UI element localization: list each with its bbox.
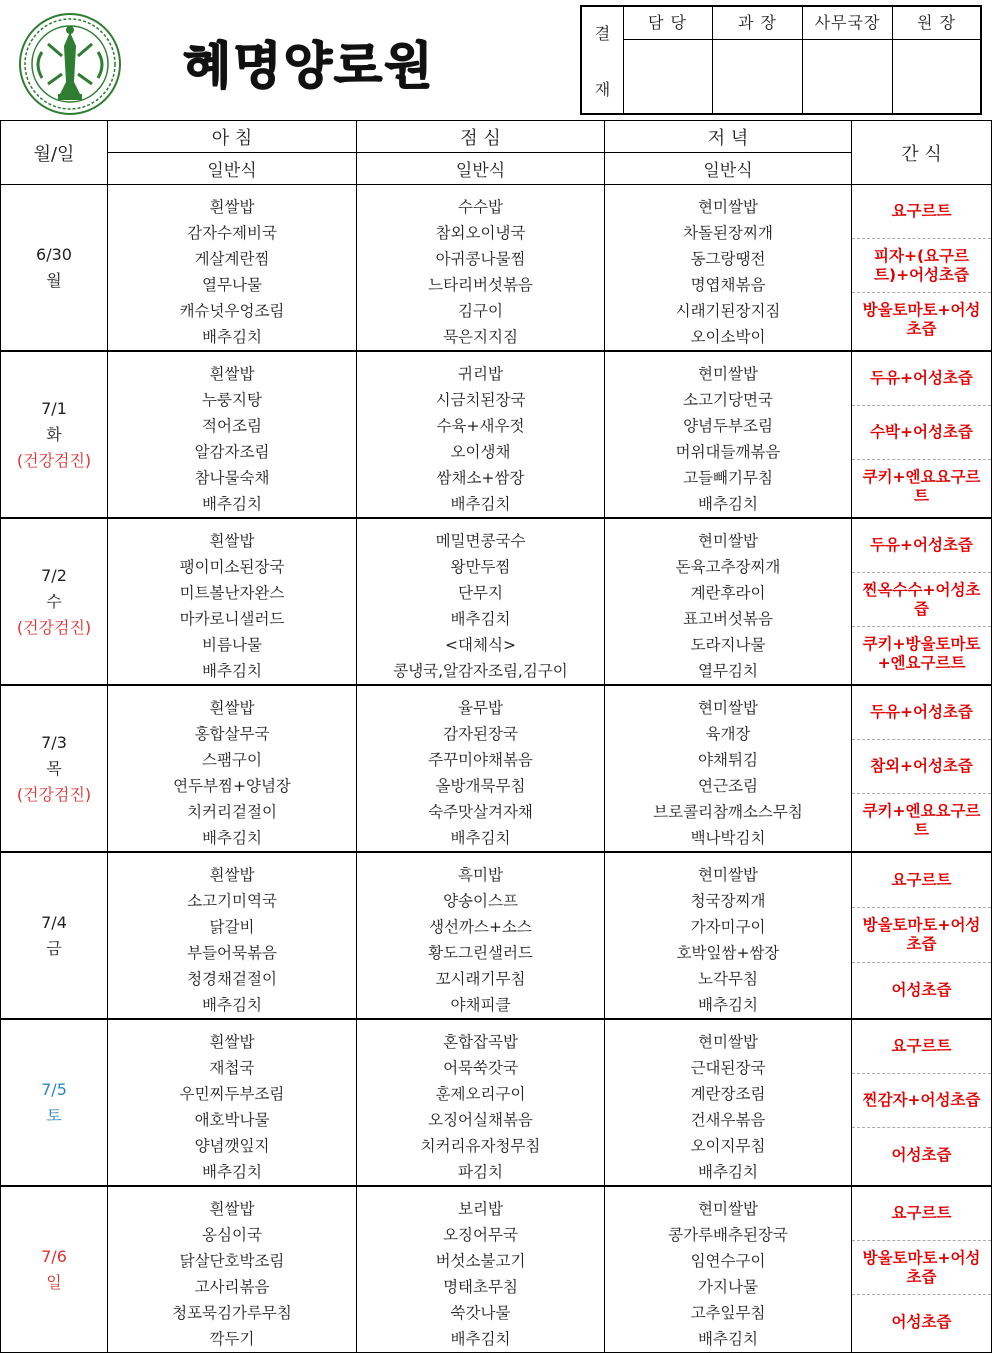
snack-cell [852, 518, 992, 685]
approval-col-director [893, 7, 980, 113]
weekly-menu-table [0, 120, 992, 1353]
dish-item: 어묵쑥갓국 [443, 1059, 518, 1077]
dish-item: 양송이스프 [443, 892, 518, 910]
dish-item: 홍합살무국 [194, 725, 270, 743]
date-note: (건강검진) [16, 450, 92, 470]
dish-item: 도라지나물 [690, 636, 766, 654]
snack-cell [852, 1186, 992, 1353]
snack-item: 쿠키+엔요요구르트 [862, 468, 981, 505]
snack-item: 두유+어성초즙 [852, 519, 991, 573]
organization-logo-icon [18, 12, 122, 116]
dish-item: 건새우볶음 [690, 1111, 766, 1129]
snack-item: 쿠키+엔요요구르트 [862, 802, 981, 839]
dish-item: 연근조림 [698, 777, 758, 795]
dish-item: 꼬시래기무침 [435, 970, 526, 988]
date-label: 6/30 [36, 244, 72, 264]
dish-item: <대체식> [445, 636, 516, 654]
dish-item: 아귀콩나물찜 [435, 250, 526, 268]
snack-cell [852, 185, 992, 352]
dish-item: 배추김치 [698, 1163, 758, 1181]
date-label: 7/1 [41, 398, 67, 418]
dish-item: 김구이 [458, 302, 503, 320]
lunch-cell [357, 185, 605, 352]
dish-item: 오이지무침 [690, 1137, 766, 1155]
dish-item: 훈제오리구이 [435, 1085, 526, 1103]
snack-item: 요구르트 [852, 1020, 991, 1074]
snack-item: 어성초즙 [891, 1145, 952, 1164]
day-row [1, 852, 992, 1019]
date-cell [1, 685, 108, 852]
date-label: 7/3 [41, 732, 67, 752]
dish-item: 배추김치 [202, 495, 262, 513]
dish-item: 야채피클 [450, 996, 511, 1014]
dish-item: 콩냉국,알감자조림,김구이 [393, 662, 568, 680]
dish-item: 양념깻잎지 [194, 1137, 270, 1155]
header-snack: 간 식 [852, 121, 992, 185]
dish-item: 흰쌀밥 [209, 365, 255, 383]
breakfast-cell [108, 518, 357, 685]
date-cell [1, 518, 108, 685]
day-row [1, 518, 992, 685]
dish-item: 닭갈비 [209, 918, 255, 936]
dish-item: 수육+새우젓 [436, 417, 525, 435]
weekday-label: 일 [46, 1272, 62, 1292]
dish-item: 황도그린샐러드 [428, 944, 533, 962]
dish-item: 누룽지탕 [202, 391, 262, 409]
dish-item: 배추김치 [450, 829, 511, 847]
header-lunch-type: 일반식 [357, 153, 605, 185]
dish-item: 배추김치 [698, 1330, 758, 1348]
dish-item: 우민찌두부조림 [179, 1085, 285, 1103]
date-label: 7/6 [41, 1246, 67, 1266]
dish-item: 애호박나물 [194, 1111, 270, 1129]
approval-title: 사무국장 [803, 7, 892, 40]
approval-col-section-chief [713, 7, 803, 113]
dish-item: 팽이미소된장국 [179, 558, 285, 576]
dish-item: 흰쌀밥 [209, 532, 255, 550]
weekday-label: 수 [46, 591, 62, 611]
dish-item: 흰쌀밥 [209, 699, 255, 717]
dish-item: 오이생채 [450, 443, 511, 461]
snack-item: 두유+어성초즙 [852, 352, 991, 406]
date-note: (건강검진) [16, 784, 92, 804]
dish-item: 배추김치 [202, 328, 262, 346]
dish-item: 버섯소불고기 [435, 1252, 526, 1270]
dish-item: 흰쌀밥 [209, 198, 255, 216]
dish-item: 차돌된장찌개 [683, 224, 773, 242]
dish-item: 근대된장국 [690, 1059, 766, 1077]
snack-item: 피자+(요구르트)+어성초즙 [852, 239, 991, 293]
snack-cell [852, 685, 992, 852]
date-label: 7/5 [41, 1079, 67, 1099]
weekday-label: 화 [46, 424, 62, 444]
document-header [0, 0, 992, 118]
dish-item: 현미쌀밥 [698, 699, 758, 717]
dish-item: 배추김치 [450, 1330, 511, 1348]
dish-item: 콩가루배추된장국 [668, 1226, 788, 1244]
dish-item: 시래기된장지짐 [675, 302, 781, 320]
dinner-cell [605, 852, 852, 1019]
dish-item: 깍두기 [209, 1330, 255, 1348]
dish-item: 현미쌀밥 [698, 198, 758, 216]
header-breakfast: 아 침 [108, 121, 357, 153]
dinner-cell [605, 351, 852, 518]
date-cell [1, 1186, 108, 1353]
dish-item: 현미쌀밥 [698, 365, 758, 383]
dish-item: 배추김치 [202, 829, 262, 847]
dish-item: 감자된장국 [443, 725, 518, 743]
dish-item: 호박잎쌈+쌈장 [676, 944, 780, 962]
weekday-label: 토 [46, 1105, 62, 1125]
header-date: 월/일 [1, 121, 108, 185]
dish-item: 재첩국 [209, 1059, 255, 1077]
snack-item: 요구르트 [852, 1187, 991, 1241]
dish-item: 왕만두찜 [450, 558, 511, 576]
date-cell [1, 351, 108, 518]
dish-item: 청국장찌개 [690, 892, 766, 910]
dish-item: 배추김치 [202, 1163, 262, 1181]
snack-cell [852, 1019, 992, 1186]
dish-item: 야채튀김 [698, 751, 758, 769]
dish-item: 동그랑땡전 [690, 250, 766, 268]
menu-body [1, 185, 992, 1353]
approval-side-char-2: 재 [594, 80, 611, 99]
dish-item: 고사리볶음 [194, 1278, 270, 1296]
dish-item: 배추김치 [202, 996, 262, 1014]
dish-item: 쑥갓나물 [450, 1304, 511, 1322]
breakfast-cell [108, 185, 357, 352]
approval-side-label [582, 7, 624, 113]
dish-item: 흰쌀밥 [209, 1033, 255, 1051]
snack-item: 두유+어성초즙 [852, 686, 991, 740]
dish-item: 수수밥 [458, 198, 503, 216]
breakfast-cell [108, 351, 357, 518]
dish-item: 주꾸미야채볶음 [428, 751, 533, 769]
dish-item: 배추김치 [202, 662, 262, 680]
snack-cell [852, 852, 992, 1019]
dinner-cell [605, 1186, 852, 1353]
dish-item: 보리밥 [458, 1200, 503, 1218]
header-dinner: 저 녁 [605, 121, 852, 153]
dish-item: 생선까스+소스 [429, 918, 532, 936]
lunch-cell [357, 1186, 605, 1353]
dish-item: 치커리겉절이 [187, 803, 277, 821]
lunch-cell [357, 685, 605, 852]
dish-item: 흑미밥 [458, 866, 503, 884]
dish-item: 숙주맛살겨자채 [428, 803, 533, 821]
day-row [1, 351, 992, 518]
snack-item: 참외+어성초즙 [852, 740, 991, 794]
snack-item: 방울토마토+어성초즙 [852, 908, 991, 963]
day-row [1, 185, 992, 352]
dish-item: 배추김치 [450, 495, 511, 513]
dish-item: 메밀면콩국수 [435, 532, 526, 550]
dish-item: 캐슈넛우엉조림 [179, 302, 285, 320]
dish-item: 쌈채소+쌈장 [436, 469, 525, 487]
dish-item: 가지나물 [698, 1278, 758, 1296]
dish-item: 청경채겉절이 [187, 970, 277, 988]
snack-item: 찐옥수수+어성초즙 [852, 573, 991, 627]
approval-title: 원 장 [893, 7, 980, 40]
dish-item: 알감자조림 [194, 443, 270, 461]
date-cell [1, 852, 108, 1019]
dish-item: 가자미구이 [690, 918, 766, 936]
dish-item: 부들어묵볶음 [187, 944, 277, 962]
dish-item: 흰쌀밥 [209, 866, 255, 884]
dish-item: 율무밥 [458, 699, 503, 717]
date-label: 7/2 [41, 565, 67, 585]
day-row [1, 1186, 992, 1353]
dish-item: 오징어실채볶음 [428, 1111, 533, 1129]
snack-item: 수박+어성초즙 [852, 406, 991, 460]
dish-item: 오이소박이 [690, 328, 766, 346]
breakfast-cell [108, 1019, 357, 1186]
dish-item: 현미쌀밥 [698, 1033, 758, 1051]
date-cell [1, 185, 108, 352]
dish-item: 느타리버섯볶음 [428, 276, 533, 294]
dish-item: 배추김치 [698, 495, 758, 513]
dish-item: 파김치 [458, 1163, 503, 1181]
breakfast-cell [108, 852, 357, 1019]
weekday-label: 목 [46, 758, 62, 778]
dish-item: 배추김치 [698, 996, 758, 1014]
dinner-cell [605, 185, 852, 352]
approval-col-manager [623, 7, 713, 113]
date-note: (건강검진) [16, 617, 92, 637]
dish-item: 계란장조림 [690, 1085, 766, 1103]
dish-item: 게살계란찜 [194, 250, 270, 268]
dish-item: 참외오이냉국 [435, 224, 526, 242]
dish-item: 열무나물 [202, 276, 262, 294]
approval-box [580, 5, 982, 115]
snack-item: 방울토마토+어성초즙 [862, 301, 981, 338]
snack-cell [852, 351, 992, 518]
dish-item: 시금치된장국 [435, 391, 526, 409]
dish-item: 임연수구이 [690, 1252, 766, 1270]
date-cell [1, 1019, 108, 1186]
organization-name: 혜명양로원 [183, 37, 435, 95]
dish-item: 단무지 [458, 584, 503, 602]
dish-item: 흰쌀밥 [209, 1200, 255, 1218]
dish-item: 청포묵김가루무침 [172, 1304, 292, 1322]
lunch-cell [357, 518, 605, 685]
dish-item: 노각무침 [698, 970, 758, 988]
dish-item: 양념두부조림 [683, 417, 773, 435]
dish-item: 돈육고추장찌개 [675, 558, 781, 576]
dish-item: 표고버섯볶음 [683, 610, 773, 628]
dinner-cell [605, 1019, 852, 1186]
date-label: 7/4 [41, 912, 67, 932]
dish-item: 닭살단호박조림 [179, 1252, 285, 1270]
dish-item: 적어조림 [202, 417, 262, 435]
approval-title: 과 장 [713, 7, 802, 40]
dish-item: 브로콜리참깨소스무침 [653, 803, 803, 821]
dish-item: 마카로니샐러드 [179, 610, 285, 628]
snack-item: 어성초즙 [891, 1312, 952, 1331]
dish-item: 스팸구이 [202, 751, 262, 769]
dish-item: 연두부찜+양념장 [173, 777, 291, 795]
lunch-cell [357, 1019, 605, 1186]
lunch-cell [357, 852, 605, 1019]
dish-item: 현미쌀밥 [698, 532, 758, 550]
dish-item: 비름나물 [202, 636, 262, 654]
dish-item: 옹심이국 [202, 1226, 262, 1244]
snack-item: 요구르트 [852, 853, 991, 908]
dish-item: 현미쌀밥 [698, 1200, 758, 1218]
header-dinner-type: 일반식 [605, 153, 852, 185]
dish-item: 귀리밥 [458, 365, 503, 383]
snack-item: 쿠키+방울토마토+엔요구르트 [862, 635, 981, 672]
dish-item: 고들빼기무침 [683, 469, 773, 487]
dish-item: 소고기미역국 [187, 892, 277, 910]
dish-item: 혼합잡곡밥 [443, 1033, 518, 1051]
dish-item: 소고기당면국 [683, 391, 773, 409]
dish-item: 열무김치 [698, 662, 758, 680]
snack-item: 찐감자+어성초즙 [852, 1074, 991, 1128]
dish-item: 머위대들깨볶음 [675, 443, 781, 461]
approval-col-secretary-general [803, 7, 893, 113]
snack-item: 방울토마토+어성초즙 [852, 1241, 991, 1295]
dish-item: 명태초무침 [443, 1278, 518, 1296]
weekday-label: 월 [46, 270, 62, 290]
snack-item: 어성초즙 [891, 981, 952, 999]
breakfast-cell [108, 685, 357, 852]
approval-side-char-1: 결 [594, 24, 611, 43]
dinner-cell [605, 685, 852, 852]
snack-item: 요구르트 [852, 185, 991, 239]
dish-item: 계란후라이 [690, 584, 766, 602]
approval-title: 담 당 [623, 7, 712, 40]
header-breakfast-type: 일반식 [108, 153, 357, 185]
dinner-cell [605, 518, 852, 685]
lunch-cell [357, 351, 605, 518]
dish-item: 고추잎무침 [690, 1304, 766, 1322]
dish-item: 묵은지지짐 [443, 328, 518, 346]
weekday-label: 금 [46, 938, 62, 958]
day-row [1, 685, 992, 852]
dish-item: 백나박김치 [690, 829, 766, 847]
dish-item: 현미쌀밥 [698, 866, 758, 884]
breakfast-cell [108, 1186, 357, 1353]
dish-item: 명엽채볶음 [690, 276, 766, 294]
dish-item: 육개장 [705, 725, 751, 743]
dish-item: 올방개묵무침 [435, 777, 526, 795]
dish-item: 오징어무국 [443, 1226, 518, 1244]
header-lunch: 점 심 [357, 121, 605, 153]
dish-item: 참나물숙채 [194, 469, 270, 487]
dish-item: 감자수제비국 [187, 224, 277, 242]
day-row [1, 1019, 992, 1186]
dish-item: 미트볼난자완스 [179, 584, 285, 602]
dish-item: 치커리유자청무침 [420, 1137, 541, 1155]
dish-item: 배추김치 [450, 610, 511, 628]
